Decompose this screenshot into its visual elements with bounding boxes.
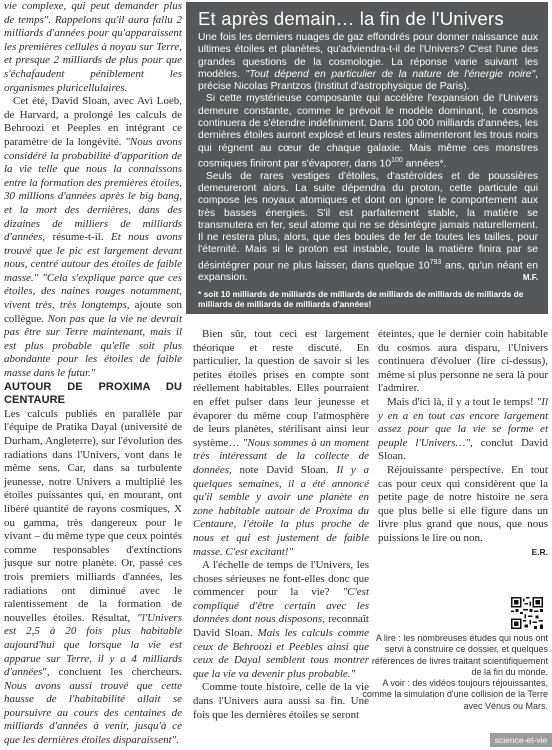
paragraph: éteintes, que le dernier coin habitable du cosmos aura disparu, l'Univers continuera d'évoluer (lire ci-dessus), même si plus personne ne sera là pour l'admirer. — [378, 328, 548, 395]
paragraph — [198, 32, 538, 93]
quote: Il y a quelques semaines, il a été annoncé qu'il semble y avoir une planète en zone habitable autour de Proxima du Centaure, l'étoile la plus proche de nous et qui est justement de faible masse. C'est excitant!" — [193, 463, 369, 558]
article-column-3 — [378, 328, 548, 559]
paragraph — [378, 396, 548, 464]
quote: Mais les calculs comme ceux de Behroozi et Peebles ainsi que ceux de Dayal semblent tous montrer que la vie va devenir plus probable." — [193, 627, 369, 680]
paragraph — [193, 559, 369, 681]
text-run: Seuls de rares vestiges d'étoiles, d'astéroïdes et de poussières demeureront alors. La suite dépendra du proton, cette particule qui compose les noyaux atomiques et dont on ignore le comportement aux très basses énergies. S'il est parfaitement stable, la matière se transmutera en fer, seul atome qui ne se désintègre jamais naturellement. Il ne restera plus, alors, que des boules de fer de toutes les tailles, pour l'éternité. Mais si le proton est instable, toute la matière finira par se désintégrer pour ne plus laisser, dans quelque 10 — [198, 170, 538, 272]
text-run: , précise Nicolas Prantzos (Institut d'astrophysique de Paris). — [198, 68, 538, 93]
paragraph — [4, 0, 182, 95]
quote: "Nous avons considéré la probabilité d'apparition de la vie telle que nous la connaissons entre la formation des premières étoiles, 30 millions d'années après le big bang, et la mort des dernières, dans des dizaines de milliers de milliards d'années — [4, 135, 182, 244]
paragraph — [4, 95, 182, 380]
text-run: ans, qu'un néant en expansion. — [198, 260, 539, 284]
paragraph — [198, 93, 538, 170]
text-run: , reconnaît David Sloan. — [193, 613, 369, 640]
quote: "l'Univers est 2,5 à 20 fois plus habitable aujourd'hui que lorsque la vie est apparue sur Terre, il y a 4 milliards d'années — [4, 611, 182, 679]
paragraph: Comme toute histoire, celle de la vie dans l'Univers aura aussi sa fin. Une fois que les dernières étoiles se seront — [193, 681, 369, 721]
sidebar-box — [186, 2, 548, 314]
text-run: Cet été, David Sloan, avec Avi Loeb, de Harvard, a prolongé les calculs de Behroozi et Peeples en intégrant ce paramètre de la longévité. — [4, 95, 182, 148]
quote: "C'est compliqué d'être certain avec les données dont nous disposons — [193, 586, 369, 626]
section-subhead: AUTOUR DE PROXIMA DU CENTAURE — [4, 380, 182, 407]
quote: Non pas que la vie ne devrait pas être sur Terre maintenant, mais il est plus probable qu'elle soit plus abondante pour les étoiles de faible masse dans le futur." — [4, 312, 182, 380]
qr-code-icon[interactable] — [511, 597, 543, 629]
box-footnote: * soit 10 milliards de milliards de milliards de milliards de milliards de milliards de milliards de milliards de milliards d'années! — [198, 288, 524, 309]
text-run: A l'échelle de temps de l'Univers, les choses sérieuses ne font-elles donc que commencer pour la vie? — [193, 559, 369, 599]
quote: Et nous avons trouvé que le pic est largement devant nous, centré autour des étoiles de faible masse." "Cela s'explique parce que ces étoiles, des naines rouges notamment, vivent très, très longtemps — [4, 231, 182, 312]
article-column-1 — [4, 0, 182, 748]
text-run: , ajoute son collègue. — [4, 299, 182, 325]
text-run: Mais d'ici là, il y a tout le temps! — [387, 395, 537, 408]
box-signature: M.F. — [522, 273, 538, 283]
paragraph: Réjouissante perspective. En tout cas pour ceux qui considèrent que la petite page de notre histoire ne sera que plus belle si elle figure dans un livre plus grand que nous, que nous puissions le lire ou non. — [378, 463, 548, 544]
text-run: Si cette mystérieuse composante qui accélère l'expansion de l'Univers demeure constante, comme le prévoit le modèle dominant, le cosmos continuera de s'étendre indéfiniment. Dans 100 000 milliards d'années, les dernières étoiles auront explosé et leurs restes alimenteront les trous noirs qui régnent au cœur de chaque galaxie. Mais même ces monstres cosmiques finiront par s'évaporer, dans 10 — [198, 93, 538, 170]
note-read: A lire : les nombreuses études qui nous ont servi à construire ce dossier, et quelques références de livres traitant scientifiquement de la fin du monde. — [371, 633, 548, 677]
article-signature: E.R. — [531, 546, 548, 557]
quote: "Il y en a en tout cas encore largement assez pour que la vie se forme et peuple l'Univers…" — [378, 395, 548, 449]
text-run: Les calculs publiés en parallèle par l'équipe de Pratika Dayal (université de Durham, Angleterre), sur l'évolution des radiations dans l'Univers, vont dans le même sens. Car, dans sa turbulente jeunesse, notre Univers a multiplié les étoiles puissantes qui, en mourant, ont libéré quantité de rayons cosmiques, X ou gamma, très dangereux pour le vivant – du même type que ceux pointés comme responsables d'extinctions jusque sur notre planète. Or, passé ces trois premiers milliards d'années, les radiations ont diminué avec le ralentissement de la formation de nouvelles étoiles. Résultat, — [4, 407, 182, 624]
text-run: Une fois les derniers nuages de gaz effondrés pour donner naissance aux ultimes étoiles et planètes, qu'adviendra-t-il de l'Univers? C'est l'une des grandes questions de la cosmologie. La réponse varie suivant les modèles. — [198, 32, 538, 80]
paragraph — [4, 408, 182, 748]
further-reading-notes — [360, 633, 548, 712]
note-watch: A voir : des vidéos toujours réjouissantes, comme la simulation d'une collision de la Terre avec Vénus ou Mars. — [362, 678, 548, 711]
box-title: Et après demain… la fin de l'Univers — [198, 8, 504, 29]
site-footer-tab[interactable]: science-et-vie — [490, 733, 552, 747]
text-run: , résume-t-il. — [42, 231, 111, 244]
quote: "Tout dépend en particulier de la nature de l'énergie noire" — [245, 68, 536, 80]
box-body — [186, 32, 548, 285]
text-run: années*. — [402, 158, 447, 170]
quote: Nous avons aussi trouvé que cette hausse de l'habitabilité allait se poursuivre au cours des centaines de milliards d'années à venir, jusqu'à ce que les dernières étoiles disparaissent". — [4, 679, 182, 747]
article-column-2 — [193, 328, 369, 722]
quote: "Nous sommes à un moment très intéressant de la collecte de données — [193, 436, 369, 476]
paragraph — [193, 328, 369, 559]
text-run: Bien sûr, tout ceci est largement théorique et reste discuté. En particulier, la question de savoir si les petites étoiles prises en compte sont réellement habitables. Elles pourraient en effet pulser dans leur jeunesse et évaporer du même coup l'atmosphère de leurs planètes, stérilisant ainsi leur système… — [193, 328, 369, 449]
exponent: 793 — [429, 258, 442, 266]
exponent: 100 — [391, 156, 403, 164]
text-run: ", concluent les chercheurs. — [42, 666, 182, 679]
text-run: , note David Sloan. — [229, 463, 337, 476]
paragraph — [198, 171, 538, 285]
text-run: vie complexe, qui peut demander plus de temps". Rappelons qu'il aura fallu 2 milliards d'années pour qu'apparaissent les premières cellules à noyau sur Terre, et presque 2 milliards de plus pour que s'échafaudent péniblement les organismes pluricellulaires. — [4, 0, 182, 94]
text-run: , conclut David Sloan. — [378, 436, 548, 463]
